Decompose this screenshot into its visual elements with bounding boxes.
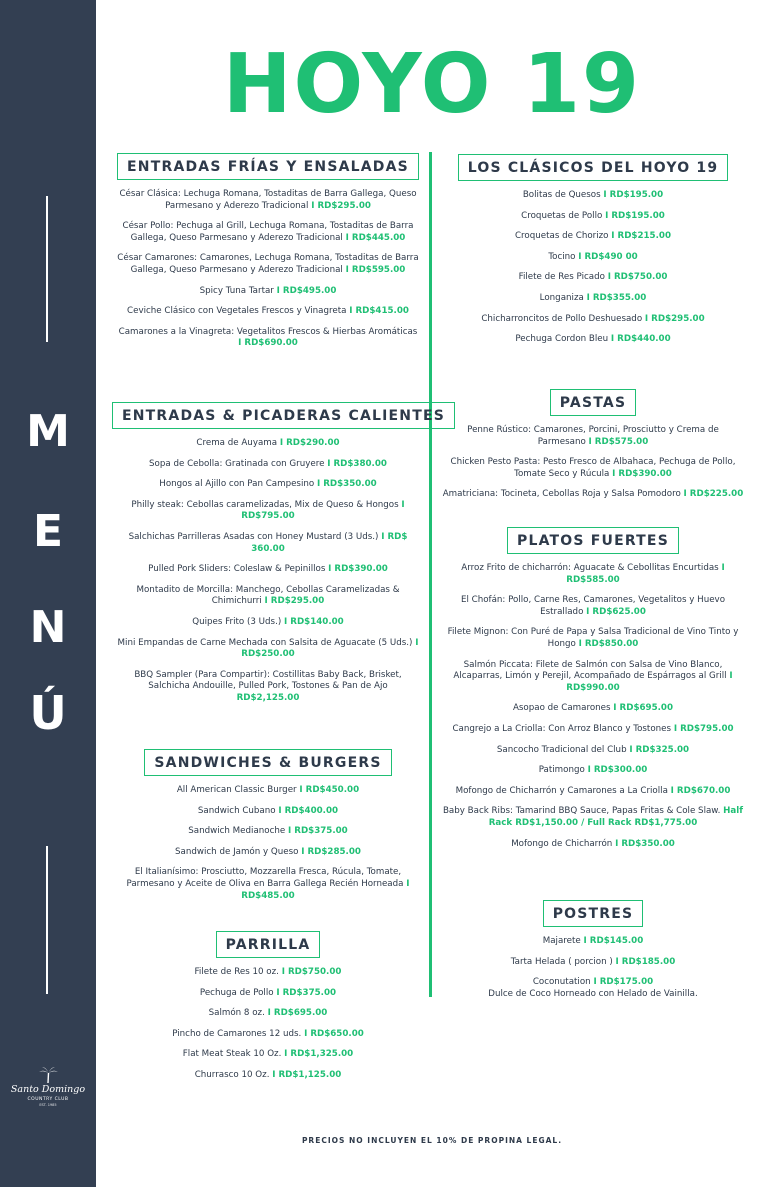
menu-item-description: Dulce de Coco Horneado con Helado de Vainilla.: [488, 988, 698, 999]
menu-item-price: I RD$595.00: [345, 264, 406, 275]
menu-item: [112, 564, 424, 576]
menu-item-price: I RD$795.00: [673, 723, 734, 734]
menu-item: [438, 765, 748, 777]
sidebar: [0, 0, 96, 1187]
menu-item-price: I RD$1,325.00: [284, 1049, 354, 1060]
menu-item: [438, 724, 748, 736]
menu-item-name: Amatriciana: Tocineta, Cebollas Roja y Salsa Pomodoro: [442, 489, 681, 500]
menu-item: [438, 293, 748, 305]
sidebar-divider-bottom: [46, 846, 48, 994]
menu-item: [438, 703, 748, 715]
menu-item-name: Salmón 8 oz.: [208, 1008, 265, 1019]
section-platos-fuertes: [438, 527, 748, 859]
menu-item: [112, 867, 424, 902]
footer-note: PRECIOS NO INCLUYEN EL 10% DE PROPINA LEGAL.: [301, 1136, 563, 1145]
menu-item-price: I RD$750.00: [607, 272, 668, 283]
menu-item-name: Croquetas de Chorizo: [514, 231, 609, 242]
menu-item: [438, 786, 748, 798]
menu-item-name: César Pollo: Pechuga al Grill, Lechuga Romana, Tostaditas de Barra Gallega, Queso Parmesano y Aderezo Tradicional: [122, 221, 414, 243]
menu-item-name: Tarta Helada ( porcion ): [510, 956, 613, 967]
menu-item-name: All American Classic Burger: [176, 785, 297, 795]
sidebar-divider-top: [46, 196, 48, 342]
menu-item-price: I RD$585.00: [566, 563, 725, 585]
menu-item: [438, 977, 748, 1000]
menu-item: [112, 806, 424, 818]
menu-item-name: Salmón Piccata: Filete de Salmón con Salsa de Vino Blanco, Alcaparras, Limón y Perejil, Acompañado de Espárragos al Grill: [453, 659, 727, 682]
menu-item-name: Filete Mignon: Con Puré de Papa y Salsa Tradicional de Vino Tinto y Hongo: [447, 627, 739, 649]
menu-item-price: I RD$350.00: [316, 479, 377, 490]
menu-item: [438, 745, 748, 757]
section-heading: PASTAS: [550, 389, 636, 416]
menu-item-price: I RD$1,125.00: [272, 1069, 342, 1080]
menu-item-price: I RD$295.00: [264, 596, 325, 607]
menu-item-price: I RD$390.00: [612, 468, 672, 479]
menu-item: [438, 211, 748, 223]
menu-item-name: Flat Meat Steak 10 Oz.: [182, 1049, 282, 1060]
menu-item: [112, 988, 424, 1000]
menu-item-price: I RD$415.00: [349, 306, 409, 317]
menu-letter-u: Ú: [29, 686, 67, 740]
menu-item: [112, 479, 424, 491]
menu-item-price: I RD$750.00: [281, 967, 342, 977]
menu-item-price: I RD$325.00: [629, 744, 690, 755]
menu-item-name: Baby Back Ribs: Tamarind BBQ Sauce, Papas Fritas & Cole Slaw.: [442, 806, 721, 817]
menu-item: [112, 638, 424, 661]
menu-item: [112, 221, 424, 244]
menu-item-name: Sandwich Medianoche: [188, 826, 286, 837]
menu-item: [438, 660, 748, 695]
menu-item: [112, 1070, 424, 1082]
menu-item: [112, 617, 424, 629]
menu-item-name: Quipes Frito (3 Uds.): [192, 616, 282, 627]
menu-item-price: I RD$490 00: [578, 251, 638, 262]
menu-item: [438, 489, 748, 501]
section-heading: POSTRES: [543, 900, 644, 927]
menu-item-price: I RD$400.00: [278, 805, 339, 816]
menu-item: [438, 425, 748, 448]
section-postres: [438, 900, 748, 1009]
menu-item: [112, 785, 424, 797]
menu-item: [438, 190, 748, 202]
menu-item: [438, 334, 748, 346]
section-heading: ENTRADAS FRÍAS Y ENSALADAS: [117, 153, 419, 180]
section-entradas-frias: [112, 153, 424, 359]
menu-item: [112, 1029, 424, 1041]
menu-item-name: Filete de Res Picado: [518, 272, 605, 283]
menu-item-name: Bolitas de Quesos: [522, 190, 601, 200]
menu-item-price: I RD$625.00: [586, 606, 646, 617]
menu-item: [112, 286, 424, 298]
section-entradas-calientes: [112, 402, 445, 714]
menu-item: [112, 585, 424, 608]
menu-item-price: I RD$250.00: [241, 637, 419, 660]
menu-item: [438, 252, 748, 264]
menu-item-name: Mofongo de Chicharrón y Camarones a La Criolla: [455, 785, 668, 796]
menu-item-name: Mofongo de Chicharrón: [511, 838, 613, 849]
menu-item: [438, 957, 748, 969]
menu-item-name: Tocino: [548, 251, 576, 262]
menu-item-name: Patimongo: [538, 765, 585, 776]
section-parrilla: [112, 931, 424, 1091]
menu-item-name: Salchichas Parrilleras Asadas con Honey Mustard (3 Uds.): [128, 531, 379, 542]
menu-item-name: Filete de Res 10 oz.: [194, 967, 279, 977]
menu-item-price: I RD$295.00: [311, 200, 371, 211]
menu-item-price: I RD$485.00: [241, 878, 410, 901]
menu-item-price: I RD$285.00: [301, 846, 361, 857]
menu-item-name: Chicken Pesto Pasta: Pesto Fresco de Albahaca, Pechuga de Pollo, Tomate Seco y Rúcula: [450, 457, 736, 479]
menu-item-name: El Chofán: Pollo, Carne Res, Camarones, Vegetalitos y Huevo Estrallado: [460, 595, 726, 617]
logo-script-text: Santo Domingo: [10, 1084, 86, 1095]
menu-item: [112, 253, 424, 276]
menu-item: [112, 1049, 424, 1061]
section-heading: ENTRADAS & PICADERAS CALIENTES: [112, 402, 455, 429]
menu-item-name: Chicharroncitos de Pollo Deshuesado: [481, 313, 643, 324]
menu-item-name: Mini Empandas de Carne Mechada con Salsita de Aguacate (5 Uds.): [117, 637, 413, 648]
menu-item: [438, 595, 748, 618]
menu-item: [112, 1008, 424, 1020]
menu-item-name: Sandwich Cubano: [197, 805, 276, 816]
section-heading: PARRILLA: [216, 931, 321, 958]
menu-item-price: I RD$670.00: [670, 785, 731, 796]
menu-item-name: Coconutation: [532, 977, 591, 988]
menu-item: [112, 847, 424, 859]
menu-item-price: I RD$185.00: [615, 956, 676, 967]
column-divider: [429, 152, 432, 997]
section-heading: PLATOS FUERTES: [507, 527, 679, 554]
menu-item-price: I RD$350.00: [615, 838, 675, 849]
menu-item: [438, 627, 748, 650]
menu-item: [438, 314, 748, 326]
menu-item-name: Hongos al Ajillo con Pan Campesino: [159, 479, 315, 490]
menu-item: [112, 306, 424, 318]
menu-item-name: Cangrejo a La Criolla: Con Arroz Blanco y Tostones: [452, 723, 672, 734]
section-clasicos: [438, 154, 748, 355]
menu-letter-e: E: [32, 506, 64, 557]
menu-item-price: I RD$695.00: [267, 1008, 328, 1019]
section-pastas: [438, 389, 748, 510]
menu-item-price: I RD$375.00: [288, 826, 348, 837]
menu-item-name: BBQ Sampler (Para Compartir): Costillitas Baby Back, Brisket, Salchicha Andouille, Pulled Pork, Tostones & Pan de Ajo: [134, 669, 402, 692]
menu-item-price: I RD$650.00: [304, 1028, 364, 1039]
menu-item: [112, 670, 424, 705]
menu-item: [438, 272, 748, 284]
menu-item-price: I RD$450.00: [299, 785, 360, 795]
logo-established: EST. 1985: [39, 1102, 57, 1107]
menu-item-name: Pulled Pork Sliders: Coleslaw & Pepinillos: [148, 564, 326, 575]
menu-item-name: Spicy Tuna Tartar: [199, 285, 274, 296]
menu-item-name: César Camarones: Camarones, Lechuga Romana, Tostaditas de Barra Gallega, Queso Parmesano y Aderezo Tradicional: [117, 253, 419, 275]
menu-item-name: Arroz Frito de chicharrón: Aguacate & Cebollitas Encurtidas: [461, 563, 719, 573]
menu-item-price: I RD$375.00: [276, 987, 337, 998]
menu-item-price: I RD$690.00: [238, 338, 298, 349]
menu-item-name: Sopa de Cebolla: Gratinada con Gruyere: [149, 458, 325, 469]
menu-item-name: Philly steak: Cebollas caramelizadas, Mix de Queso & Hongos: [131, 499, 399, 510]
menu-item-price: I RD$215.00: [611, 231, 671, 242]
page-title: HOYO 19: [222, 37, 642, 132]
menu-item-name: Montadito de Morcilla: Manchego, Cebollas Caramelizadas & Chimichurri: [136, 584, 400, 607]
menu-letter-n: N: [29, 602, 67, 653]
logo-subtitle: COUNTRY CLUB: [27, 1096, 69, 1102]
menu-item-price: I RD$300.00: [587, 765, 648, 776]
menu-item-price: I RD$145.00: [583, 936, 644, 946]
section-heading: LOS CLÁSICOS DEL HOYO 19: [458, 154, 729, 181]
menu-item-name: Sancocho Tradicional del Club: [496, 744, 627, 755]
menu-item: [112, 532, 424, 555]
menu-item: [438, 457, 748, 480]
menu-item-name: Longaniza: [539, 292, 584, 303]
menu-item-name: Churrasco 10 Oz.: [194, 1069, 270, 1080]
menu-item-price: I RD$195.00: [605, 210, 665, 221]
menu-item-name: Pincho de Camarones 12 uds.: [172, 1028, 302, 1039]
menu-item-name: Ceviche Clásico con Vegetales Frescos y Vinagreta: [127, 306, 347, 317]
menu-item: [438, 563, 748, 586]
menu-item: [112, 500, 424, 523]
menu-item-price: I RD$390.00: [328, 564, 388, 575]
menu-item-name: César Clásica: Lechuga Romana, Tostaditas de Barra Gallega, Queso Parmesano y Aderezo Tradicional: [119, 189, 417, 211]
menu-item-name: Sandwich de Jamón y Queso: [175, 846, 299, 857]
menu-item-price: I RD$225.00: [683, 489, 744, 500]
menu-item: [112, 826, 424, 838]
menu-item-price: I RD$290.00: [279, 438, 340, 448]
menu-item: [112, 327, 424, 350]
menu-item-price: I RD$495.00: [276, 285, 337, 296]
menu-item-price: I RD$990.00: [566, 671, 733, 693]
menu-item-price: I RD$175.00: [593, 977, 654, 988]
menu-item: [112, 438, 424, 450]
menu-item: [438, 936, 748, 948]
menu-item-name: Asopao de Camarones: [512, 703, 611, 714]
menu-item-name: Pechuga de Pollo: [199, 987, 274, 998]
section-sandwiches: [112, 749, 424, 911]
menu-letter-m: M: [26, 406, 70, 457]
menu-item-price: Half Rack RD$1,150.00 / Full Rack RD$1,775.00: [488, 806, 744, 828]
menu-item-name: El Italianísimo: Prosciutto, Mozzarella Fresca, Rúcula, Tomate, Parmesano y Aceite de Oliva en Barra Gallega Recién Horneada: [126, 867, 404, 889]
menu-item-price: I RD$ 360.00: [251, 531, 408, 554]
menu-item-price: I RD$195.00: [603, 190, 664, 200]
palm-tree-icon: [37, 1066, 59, 1084]
section-heading: SANDWICHES & BURGERS: [144, 749, 391, 776]
menu-item-price: I RD$380.00: [327, 458, 387, 469]
menu-item-name: Pechuga Cordon Bleu: [515, 334, 609, 345]
menu-item-price: I RD$140.00: [284, 616, 344, 627]
menu-item-name: Penne Rústico: Camarones, Porcini, Prosciutto y Crema de Parmesano: [467, 425, 719, 447]
menu-item-price: I RD$575.00: [588, 436, 649, 447]
menu-item-price: I RD$695.00: [613, 703, 674, 714]
menu-item: [438, 839, 748, 851]
menu-item-name: Croquetas de Pollo: [521, 210, 603, 221]
menu-item-price: I RD$795.00: [241, 499, 405, 522]
menu-item-name: Crema de Auyama: [196, 438, 278, 448]
menu-item-price: I RD$355.00: [586, 292, 647, 303]
menu-item: [112, 459, 424, 471]
menu-item: [438, 231, 748, 243]
club-logo: [8, 1066, 88, 1107]
menu-item-price: RD$2,125.00: [236, 692, 300, 703]
menu-item-price: I RD$445.00: [345, 232, 406, 243]
menu-item-price: I RD$440.00: [610, 334, 671, 345]
menu-item-name: Camarones a la Vinagreta: Vegetalitos Frescos & Hierbas Aromáticas: [118, 326, 418, 337]
menu-item: [438, 806, 748, 829]
menu-item: [112, 189, 424, 212]
menu-item-price: I RD$850.00: [578, 638, 639, 649]
menu-item-name: Majarete: [542, 936, 581, 946]
menu-item-price: I RD$295.00: [644, 313, 705, 324]
menu-item: [112, 967, 424, 979]
